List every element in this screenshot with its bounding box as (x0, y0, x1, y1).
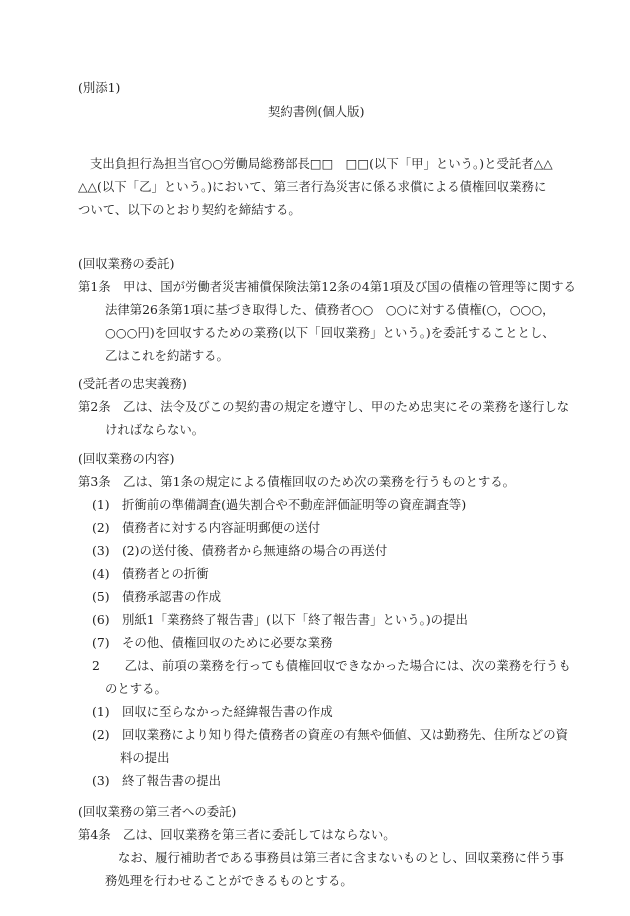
article-line: 第3条 乙は、第1条の規定による債権回収のため次の業務を行うものとする。 (78, 474, 516, 489)
article-line: ○○○円)を回収するための業務(以下「回収業務」という。)を委託することとし、 (105, 325, 555, 340)
article-line: なお、履行補助者である事務員は第三者に含まないものとし、回収業務に伴う事 (118, 850, 565, 865)
list-item: 料の提出 (120, 750, 170, 765)
preamble-line: ついて、以下のとおり契約を締結する。 (78, 202, 301, 217)
list-item: (6) 別紙1「業務終了報告書」(以下「終了報告書」という。)の提出 (92, 612, 468, 627)
list-item: (4) 債務者との折衝 (92, 566, 209, 581)
article-line: 法律第26条第1項に基づき取得した、債務者○○ ○○に対する債権(○，○○○， (105, 302, 555, 317)
attachment-label: (別添1) (78, 80, 121, 95)
section-heading: (受託者の忠実義務) (78, 376, 187, 391)
article-line: 務処理を行わせることができるものとする。 (105, 873, 353, 888)
list-item: (3) 終了報告書の提出 (92, 773, 222, 788)
list-item: (7) その他、債権回収のために必要な業務 (92, 635, 333, 650)
article-line: のとする。 (105, 681, 167, 696)
preamble-line: △△(以下「乙」という。)において、第三者行為災害に係る求償による債権回収業務に (78, 179, 547, 194)
preamble-line: 支出負担行為担当官○○労働局総務部長□□ □□(以下「甲」という。)と受託者△△ (90, 156, 553, 171)
section-heading: (回収業務の委託) (78, 256, 175, 271)
article-line: ければならない。 (105, 422, 205, 437)
list-item: (2) 回収業務により知り得た債務者の資産の有無や価値、又は勤務先、住所などの資 (92, 727, 569, 742)
section-heading: (回収業務の第三者への委託) (78, 804, 237, 819)
list-item: (3) (2)の送付後、債務者から無連絡の場合の再送付 (92, 543, 388, 558)
list-item: (1) 回収に至らなかった経緯報告書の作成 (92, 704, 333, 719)
list-item: (5) 債務承認書の作成 (92, 589, 222, 604)
article-line: 乙はこれを約諾する。 (105, 348, 229, 363)
article-line: 第1条 甲は、国が労働者災害補償保険法第12条の4第1項及び国の債権の管理等に関する (78, 279, 576, 294)
article-line: 第4条 乙は、回収業務を第三者に委託してはならない。 (78, 827, 396, 842)
article-line: 2 乙は、前項の業務を行っても債権回収できなかった場合には、次の業務を行うも (92, 658, 571, 673)
list-item: (2) 債務者に対する内容証明郵便の送付 (92, 520, 321, 535)
article-line: 第2条 乙は、法令及びこの契約書の規定を遵守し、甲のため忠実にその業務を遂行しな (78, 399, 570, 414)
section-heading: (回収業務の内容) (78, 451, 175, 466)
document-title: 契約書例(個人版) (268, 104, 365, 119)
list-item: (1) 折衝前の準備調査(過失割合や不動産評価証明等の資産調査等) (92, 497, 467, 512)
